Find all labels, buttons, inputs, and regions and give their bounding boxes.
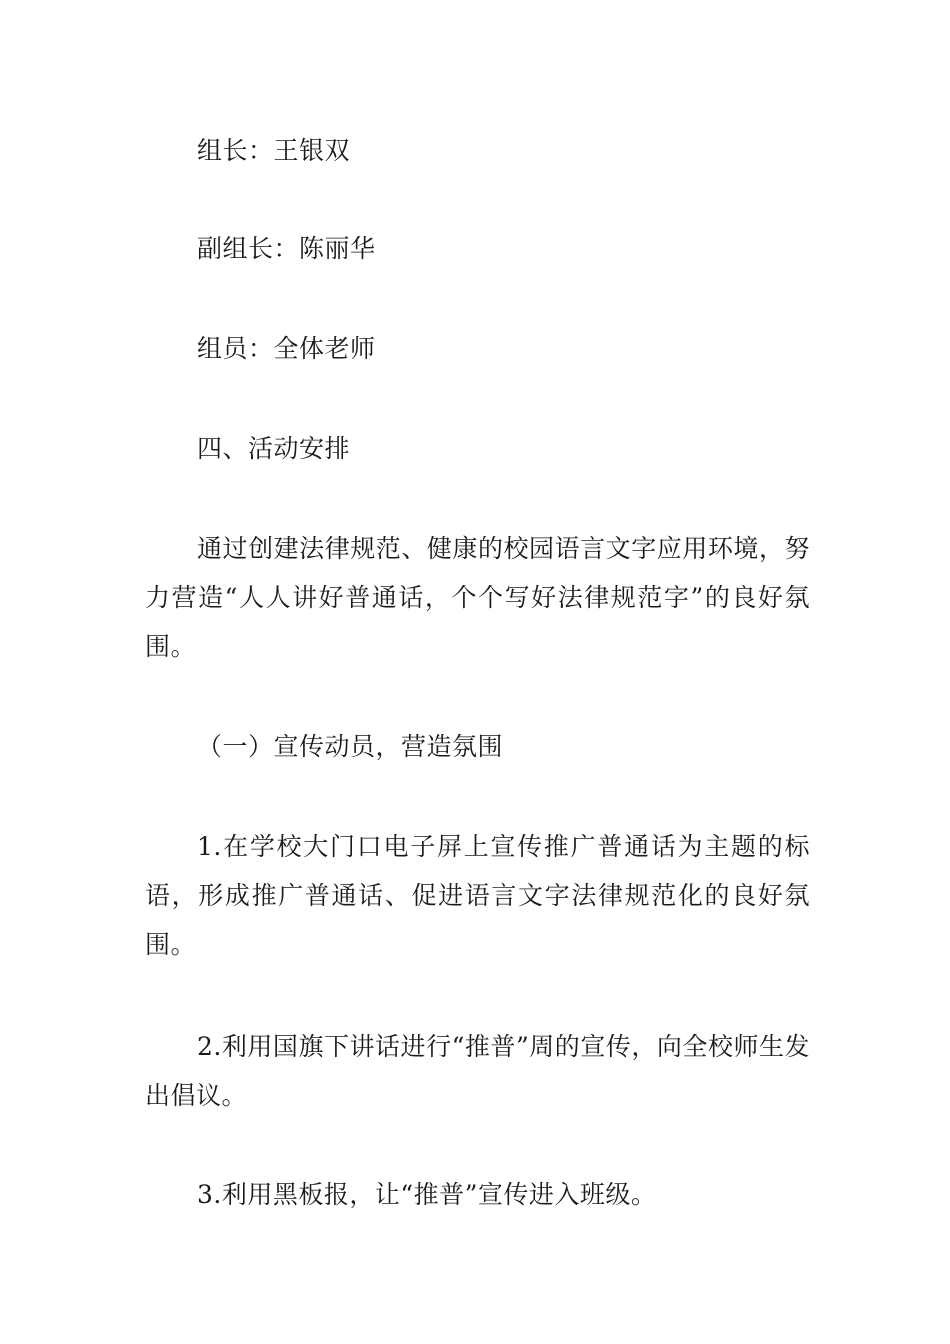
subsection-heading-promotion: （一）宣传动员，营造氛围 [197,732,504,761]
item-2-paragraph: 2.利用国旗下讲话进行“推普”周的宣传，向全校师生发出倡议。 [145,1032,810,1110]
group-leader-line: 组长：王银双 [197,136,351,165]
members-line: 组员：全体老师 [197,334,376,363]
section-heading-activity: 四、活动安排 [197,434,351,463]
item-1-paragraph: 1.在学校大门口电子屏上宣传推广普通话为主题的标语，形成推广普通话、促进语言文字法律规范化的良好氛围。 [145,832,810,959]
intro-paragraph: 通过创建法律规范、健康的校园语言文字应用环境，努力营造“人人讲好普通话，个个写好法律规范字”的良好氛围。 [145,534,810,661]
deputy-leader-line: 副组长：陈丽华 [197,234,376,263]
item-3-paragraph: 3.利用黑板报，让“推普”宣传进入班级。 [197,1180,657,1209]
